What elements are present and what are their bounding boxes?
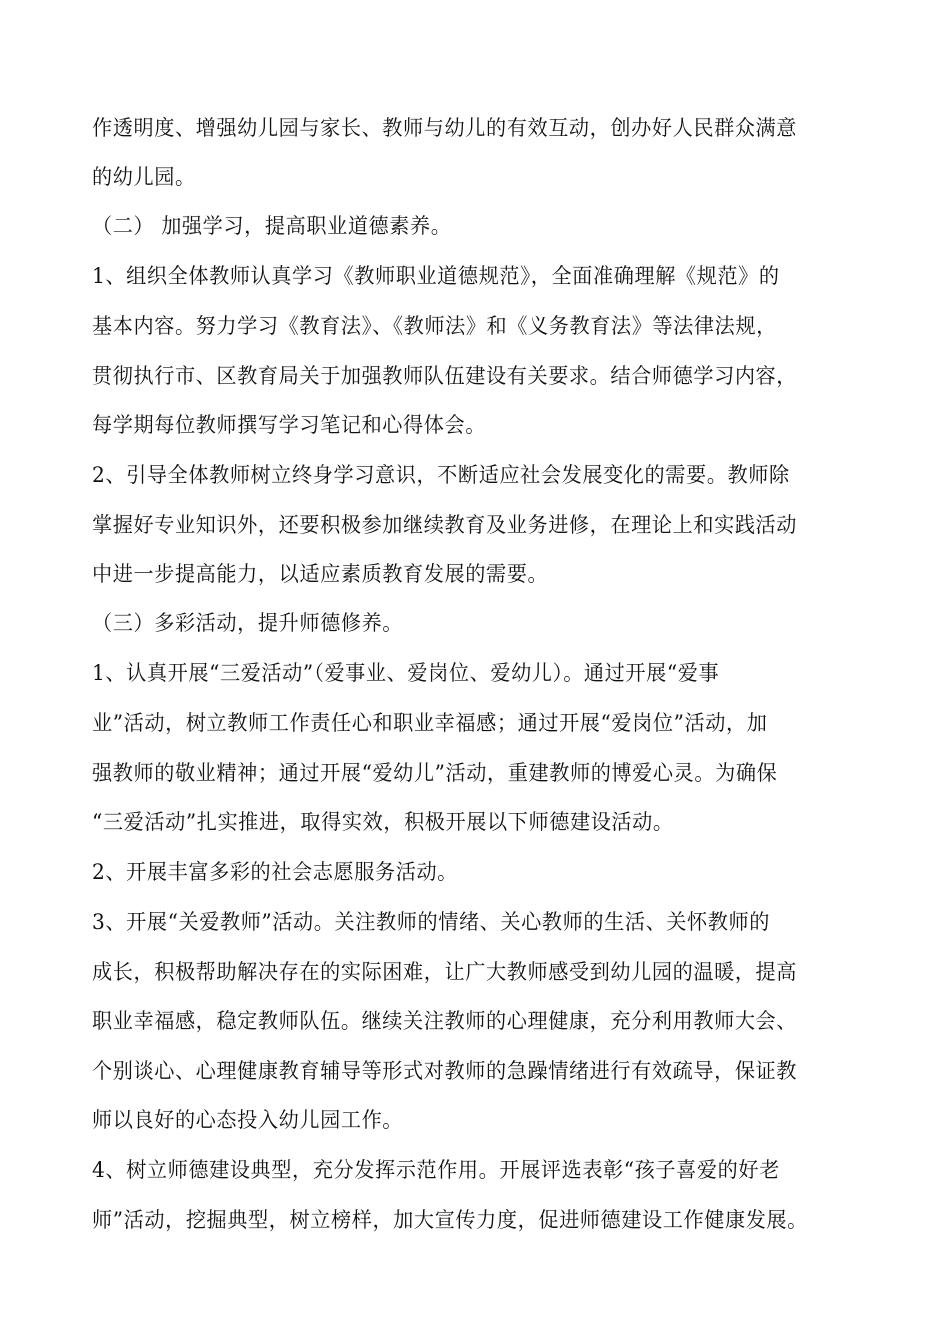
text-line: 作透明度、增强幼儿园与家长、教师与幼儿的有效互动，创办好人民群众满意 bbox=[92, 116, 798, 140]
text-line: 2、开展丰富多彩的社会志愿服务活动。 bbox=[92, 860, 458, 884]
text-line: 4、树立师德建设典型，充分发挥示范作用。开展评选表彰“孩子喜爱的好老 bbox=[92, 1158, 780, 1182]
text-line: 1、认真开展“三爱活动”（爱事业、爱岗位、爱幼儿）。通过开展“爱事 bbox=[92, 661, 720, 685]
text-line: 贯彻执行市、区教育局关于加强教师队伍建设有关要求。结合师德学习内容， bbox=[92, 364, 798, 388]
text-line: 业”活动，树立教师工作责任心和职业幸福感；通过开展“爱岗位”活动，加 bbox=[92, 711, 768, 735]
text-line: 个别谈心、心理健康教育辅导等形式对教师的急躁情绪进行有效疏导，保证教 bbox=[92, 1059, 798, 1083]
text-line: 中进一步提高能力，以适应素质教育发展的需要。 bbox=[92, 562, 549, 586]
text-line: 3、开展“关爱教师”活动。关注教师的情绪、关心教师的生活、关怀教师的 bbox=[92, 910, 770, 934]
text-line: 的幼儿园。 bbox=[92, 165, 196, 189]
text-line: 基本内容。努力学习《教育法》、《教师法》和《义务教育法》等法律法规， bbox=[92, 314, 777, 338]
section-heading: （二） 加强学习，提高职业道德素养。 bbox=[92, 214, 452, 238]
text-line: 师以良好的心态投入幼儿园工作。 bbox=[92, 1108, 404, 1132]
text-line: 1、组织全体教师认真学习《教师职业道德规范》，全面准确理解《规范》的 bbox=[92, 264, 780, 288]
text-line: “三爱活动”扎实推进，取得实效，积极开展以下师德建设活动。 bbox=[92, 810, 674, 834]
text-line: 强教师的敬业精神；通过开展“爱幼儿”活动，重建教师的博爱心灵。为确保 bbox=[92, 761, 778, 785]
text-line: 每学期每位教师撰写学习笔记和心得体会。 bbox=[92, 413, 486, 437]
section-heading: （三）多彩活动，提升师德修养。 bbox=[92, 611, 404, 635]
text-line: 职业幸福感，稳定教师队伍。继续关注教师的心理健康，充分利用教师大会、 bbox=[92, 1009, 798, 1033]
text-line: 师”活动，挖掘典型，树立榜样，加大宣传力度，促进师德建设工作健康发展。 bbox=[92, 1208, 808, 1232]
text-line: 2、引导全体教师树立终身学习意识，不断适应社会发展变化的需要。教师除 bbox=[92, 463, 790, 487]
text-line: 成长，积极帮助解决存在的实际困难，让广大教师感受到幼儿园的温暖，提高 bbox=[92, 960, 798, 984]
text-line: 掌握好专业知识外，还要积极参加继续教育及业务进修，在理论上和实践活动 bbox=[92, 513, 798, 537]
